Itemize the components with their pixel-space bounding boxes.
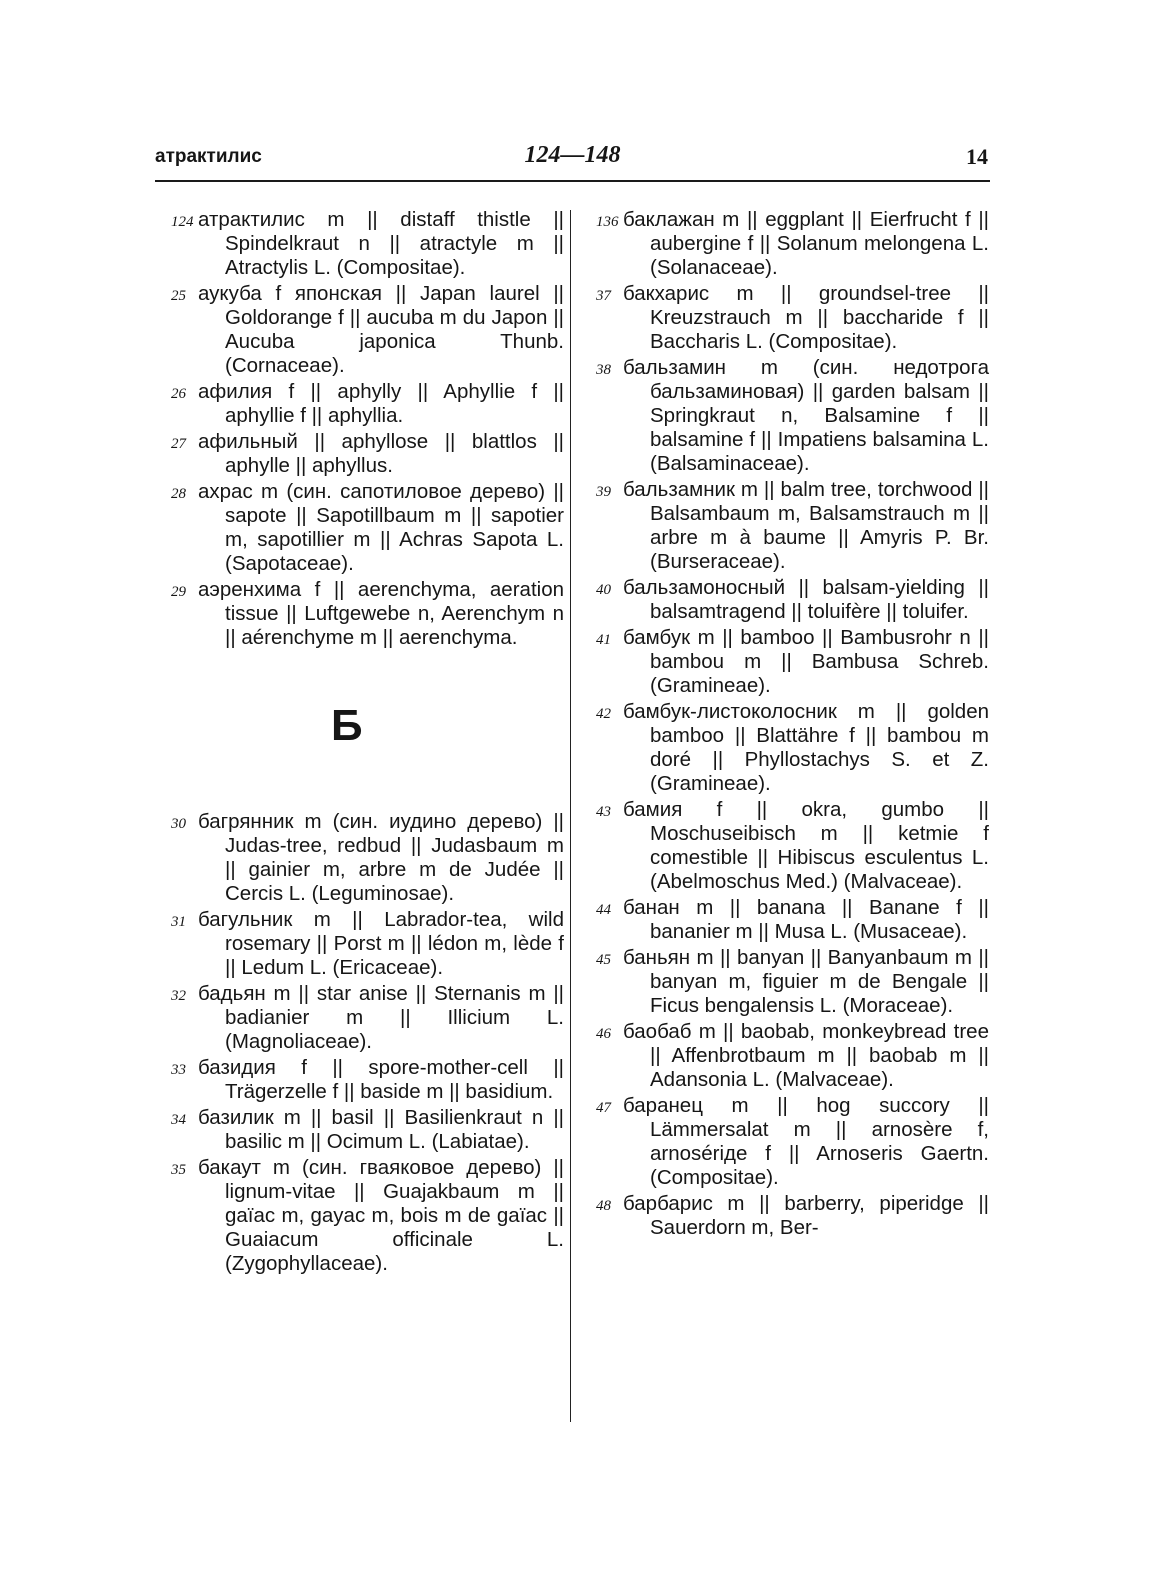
entry-text: бальзамин m (син. недотрога бальзаминовая) || garden balsam || Springkraut n, Balsamine f || balsamine f || Impatiens balsamina L. (Balsaminaceae). <box>623 356 995 475</box>
page-header <box>155 140 990 182</box>
entry-number: 40 <box>596 582 611 598</box>
entry-number: 34 <box>171 1112 186 1128</box>
entry-text: бамбук-листоколосник m || golden bamboo || Blattähre f || bambou m doré || Phyllostachys S. et Z. (Gramineae). <box>623 700 995 795</box>
dictionary-entry <box>596 946 995 1018</box>
entry-number: 47 <box>596 1100 611 1116</box>
dictionary-entry <box>596 1020 995 1092</box>
entry-number: 124 <box>171 214 194 230</box>
entry-text: баранец m || hog succory || Lämmersalat m || arnosère f, arnosériде f || Arnoseris Gaertn. (Compositae). <box>623 1094 995 1189</box>
entry-text: аукуба f японская || Japan laurel || Goldorange f || aucuba m du Japon || Aucuba japonica Thunb. (Cornaceae). <box>198 282 570 377</box>
entry-text: багрянник m (син. иудино дерево) || Judas-tree, redbud || Judasbaum m || gainier m, arbre m de Judée || Cercis L. (Leguminosae). <box>198 810 570 905</box>
entry-text: баклажан m || eggplant || Eierfrucht f || aubergine f || Solanum melongena L. (Solanaceae). <box>623 208 995 279</box>
dictionary-entry <box>596 626 995 698</box>
dictionary-entry <box>171 282 570 378</box>
dictionary-entry <box>171 908 570 980</box>
dictionary-entry <box>171 810 570 906</box>
left-column <box>171 208 570 1278</box>
entry-number: 26 <box>171 386 186 402</box>
entry-text: афилия f || aphylly || Aphyllie f || aphyllie f || aphyllia. <box>198 380 570 427</box>
dictionary-entry <box>596 1192 995 1240</box>
dictionary-entry <box>596 208 995 280</box>
dictionary-entry <box>171 1056 570 1104</box>
entry-number: 136 <box>596 214 619 230</box>
entry-text: банан m || banana || Banane f || bananier m || Musa L. (Musaceae). <box>623 896 995 943</box>
entry-number: 28 <box>171 486 186 502</box>
dictionary-entry <box>596 1094 995 1190</box>
entry-text: бадьян m || star anise || Sternanis m || badianier m || Illicium L. (Magnoliaceae). <box>198 982 570 1053</box>
page-number: 14 <box>966 144 988 169</box>
entry-number: 35 <box>171 1162 186 1178</box>
column-divider <box>570 210 571 1422</box>
dictionary-entry <box>596 576 995 624</box>
entry-number: 30 <box>171 816 186 832</box>
entry-number: 43 <box>596 804 611 820</box>
dictionary-entry <box>596 700 995 796</box>
entry-number: 29 <box>171 584 186 600</box>
dictionary-entry <box>171 1106 570 1154</box>
entry-text: бальзамник m || balm tree, torchwood || Balsambaum m, Balsamstrauch m || arbre m à baume || Amyris P. Br. (Burseraceae). <box>623 478 995 573</box>
entry-text: базидия f || spore-mother-cell || Trägerzelle f || baside m || basidium. <box>198 1056 570 1103</box>
entry-text: бамбук m || bamboo || Bambusrohr n || bambou m || Bambusa Schreb. (Gramineae). <box>623 626 995 697</box>
entry-number: 46 <box>596 1026 611 1042</box>
entry-text: бакхарис m || groundsel-tree || Kreuzstrauch m || baccharide f || Baccharis L. (Compositae). <box>623 282 995 353</box>
entry-range: 124—148 <box>524 142 621 168</box>
running-headword: атрактилис <box>155 146 262 167</box>
entry-number: 27 <box>171 436 186 452</box>
dictionary-entry <box>171 1156 570 1276</box>
entry-number: 48 <box>596 1198 611 1214</box>
entry-number: 33 <box>171 1062 186 1078</box>
dictionary-entry <box>596 356 995 476</box>
right-column <box>596 208 995 1242</box>
entry-number: 45 <box>596 952 611 968</box>
entries-after-letter <box>171 810 570 1276</box>
dictionary-entry <box>171 982 570 1054</box>
entries-before-letter <box>171 208 570 650</box>
entry-text: афильный || aphyllose || blattlos || aphylle || aphyllus. <box>198 430 570 477</box>
entry-number: 38 <box>596 362 611 378</box>
dictionary-entry <box>171 208 570 280</box>
entry-number: 39 <box>596 484 611 500</box>
dictionary-entry <box>171 480 570 576</box>
entry-number: 32 <box>171 988 186 1004</box>
entry-number: 42 <box>596 706 611 722</box>
dictionary-entry <box>596 282 995 354</box>
dictionary-entry <box>596 798 995 894</box>
entry-text: бальзамоносный || balsam-yielding || balsamtragend || toluifère || toluifer. <box>623 576 995 623</box>
section-letter: Б <box>331 701 363 750</box>
dictionary-entry <box>596 896 995 944</box>
entry-text: бамия f || okra, gumbo || Moschuseibisch m || ketmie f comestible || Hibiscus esculentus L. (Abelmoschus Med.) (Malvaceae). <box>623 798 995 893</box>
entry-text: бакаут m (син. гваяковое дерево) || lignum-vitae || Guajakbaum m || gaïac m, gayac m, bois m de gaïac || Guaiacum officinale L. (Zygophyllaceae). <box>198 1156 570 1275</box>
dictionary-entry <box>596 478 995 574</box>
dictionary-entry <box>171 380 570 428</box>
entry-number: 41 <box>596 632 611 648</box>
dictionary-entry <box>171 578 570 650</box>
entry-text: аэренхима f || aerenchyma, aeration tissue || Luftgewebe n, Aerenchym n || aérenchyme m || aerenchyma. <box>198 578 570 649</box>
entry-text: багульник m || Labrador-tea, wild rosemary || Porst m || lédon m, lède f || Ledum L. (Ericaceae). <box>198 908 570 979</box>
dictionary-entry <box>171 430 570 478</box>
entry-text: баобаб m || baobab, monkeybread tree || Affenbrotbaum m || baobab m || Adansonia L. (Malvaceae). <box>623 1020 995 1091</box>
entry-text: базилик m || basil || Basilienkraut n || basilic m || Ocimum L. (Labiatae). <box>198 1106 570 1153</box>
entry-number: 37 <box>596 288 611 304</box>
entry-number: 44 <box>596 902 611 918</box>
entry-text: атрактилис m || distaff thistle || Spindelkraut n || atractyle m || Atractylis L. (Compositae). <box>198 208 570 279</box>
entry-text: барбарис m || barberry, piperidge || Sauerdorn m, Ber- <box>623 1192 995 1239</box>
entry-number: 25 <box>171 288 186 304</box>
entry-number: 31 <box>171 914 186 930</box>
entry-text: баньян m || banyan || Banyanbaum m || banyan m, figuier m de Bengale || Ficus bengalensis L. (Moraceae). <box>623 946 995 1017</box>
entry-text: ахрас m (син. сапотиловое дерево) || sapote || Sapotillbaum m || sapotier m, sapotillier m || Achras Sapota L. (Sapotaceae). <box>198 480 570 575</box>
